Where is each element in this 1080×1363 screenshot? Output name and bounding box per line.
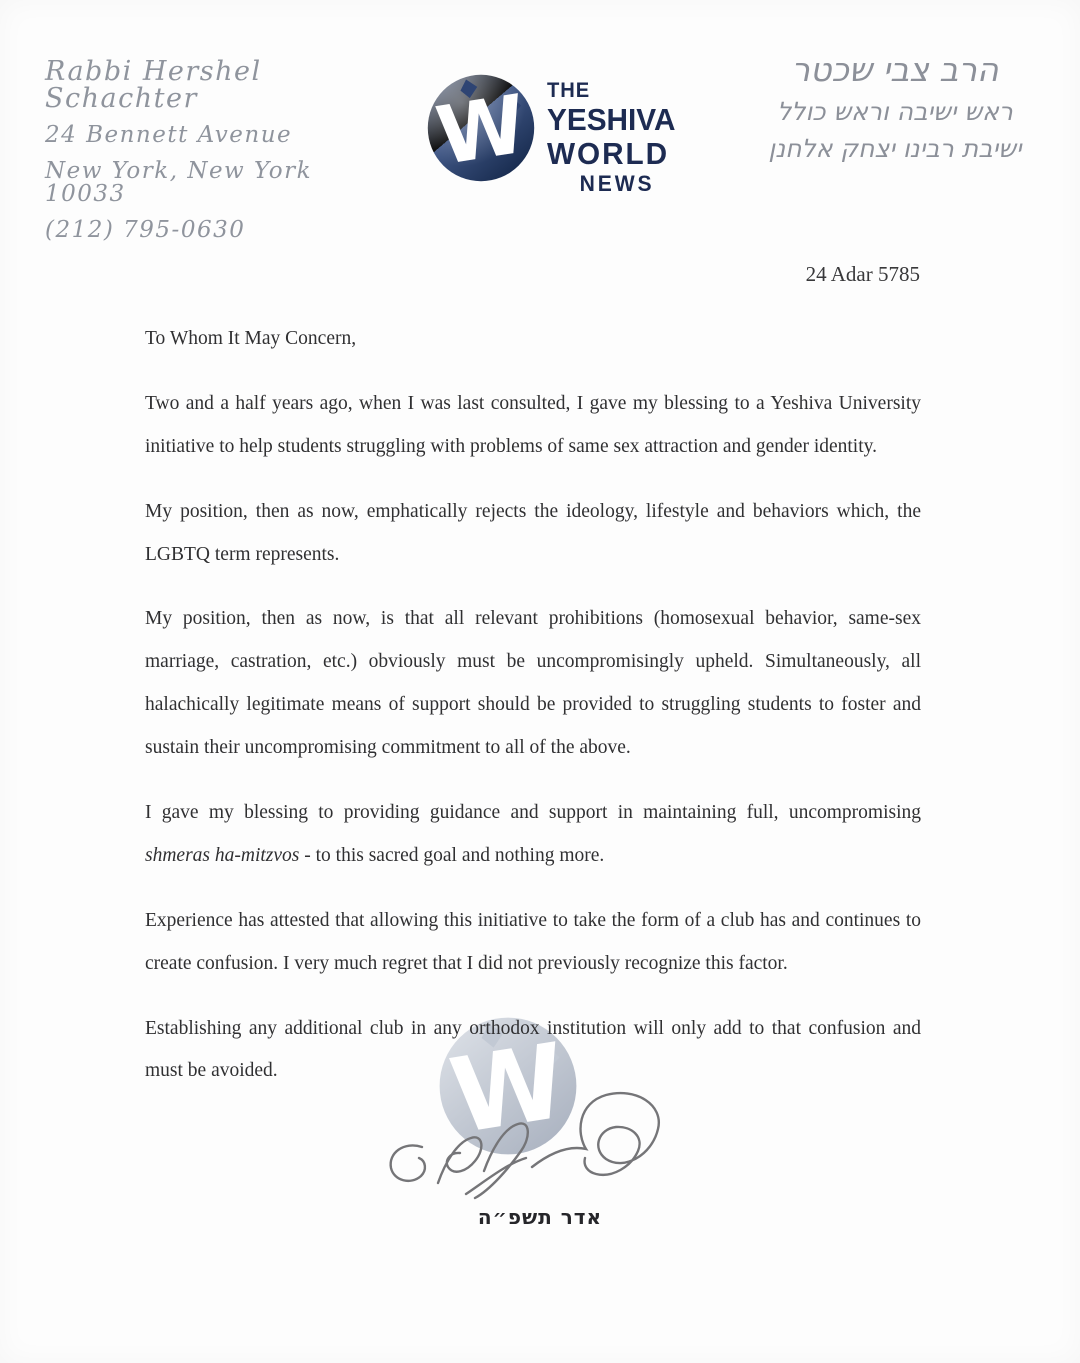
logo-line-news: NEWS — [579, 171, 655, 196]
letterhead-address-line2: New York, New York 10033 — [45, 158, 313, 207]
paragraph-4 — [145, 792, 921, 878]
signature-scribble — [380, 1085, 680, 1205]
letterhead-name: Rabbi Hershel Schachter — [45, 56, 262, 114]
paragraph-3: My position, then as now, is that all relevant prohibitions (homosexual behavior, same-sex marriage, castration, etc.) obviously must be uncompromisingly upheld. Simultaneously, all halachically legitimate means of support should be provided to struggling students to foster and sustain their uncompromising commitment to all of the above. — [145, 608, 921, 759]
svg-text:W: W — [442, 1021, 575, 1158]
hebrew-header-title2: ישיבת רבינו יצחק אלחנן — [768, 134, 1022, 164]
letter-date: 24 Adar 5785 — [805, 262, 920, 286]
letterhead — [45, 58, 385, 255]
hebrew-header-name: הרב צבי שכטר — [791, 50, 999, 89]
yeshiva-world-news-logo — [425, 72, 676, 196]
letterhead-address-line1: 24 Bennett Avenue — [45, 122, 293, 148]
w-globe-icon — [425, 72, 537, 184]
paragraph-5: Experience has attested that allowing this initiative to take the form of a club has and continues to create confusion. I very much regret that I did not previously recognize this factor. — [145, 909, 921, 974]
logo-line-yeshiva: YESHIVA — [547, 102, 676, 137]
salutation: To Whom It May Concern, — [145, 328, 357, 349]
paragraph-4-post: - to this sacred goal and nothing more. — [299, 844, 605, 866]
hebrew-header-title1: ראש ישיבה וראש כולל — [777, 96, 1013, 126]
svg-text:W: W — [430, 77, 533, 184]
paragraph-4-italic: shmeras ha-mitzvos — [145, 844, 300, 866]
paragraph-6: Establishing any additional club in any orthodox institution will only add to that confusion and must be avoided. — [145, 1017, 921, 1082]
logo-line-world: WORLD — [547, 136, 670, 171]
paragraph-4-pre: I gave my blessing to providing guidance and support in maintaining full, uncompromising — [145, 802, 921, 824]
hebrew-header — [730, 48, 1060, 168]
paragraph-2: My position, then as now, emphatically rejects the ideology, lifestyle and behaviors which, the LGBTQ term represents. — [145, 500, 921, 565]
closing-hebrew-date: אדר תשפ״ה — [477, 1205, 603, 1229]
letter-body — [145, 318, 921, 1115]
letterhead-phone: (212) 795-0630 — [45, 217, 246, 243]
logo-line-the: THE — [547, 79, 591, 102]
logo-wordmark — [547, 79, 676, 196]
paragraph-1: Two and a half years ago, when I was last consulted, I gave my blessing to a Yeshiva University initiative to help students struggling with problems of same sex attraction and gender identity. — [145, 392, 921, 457]
